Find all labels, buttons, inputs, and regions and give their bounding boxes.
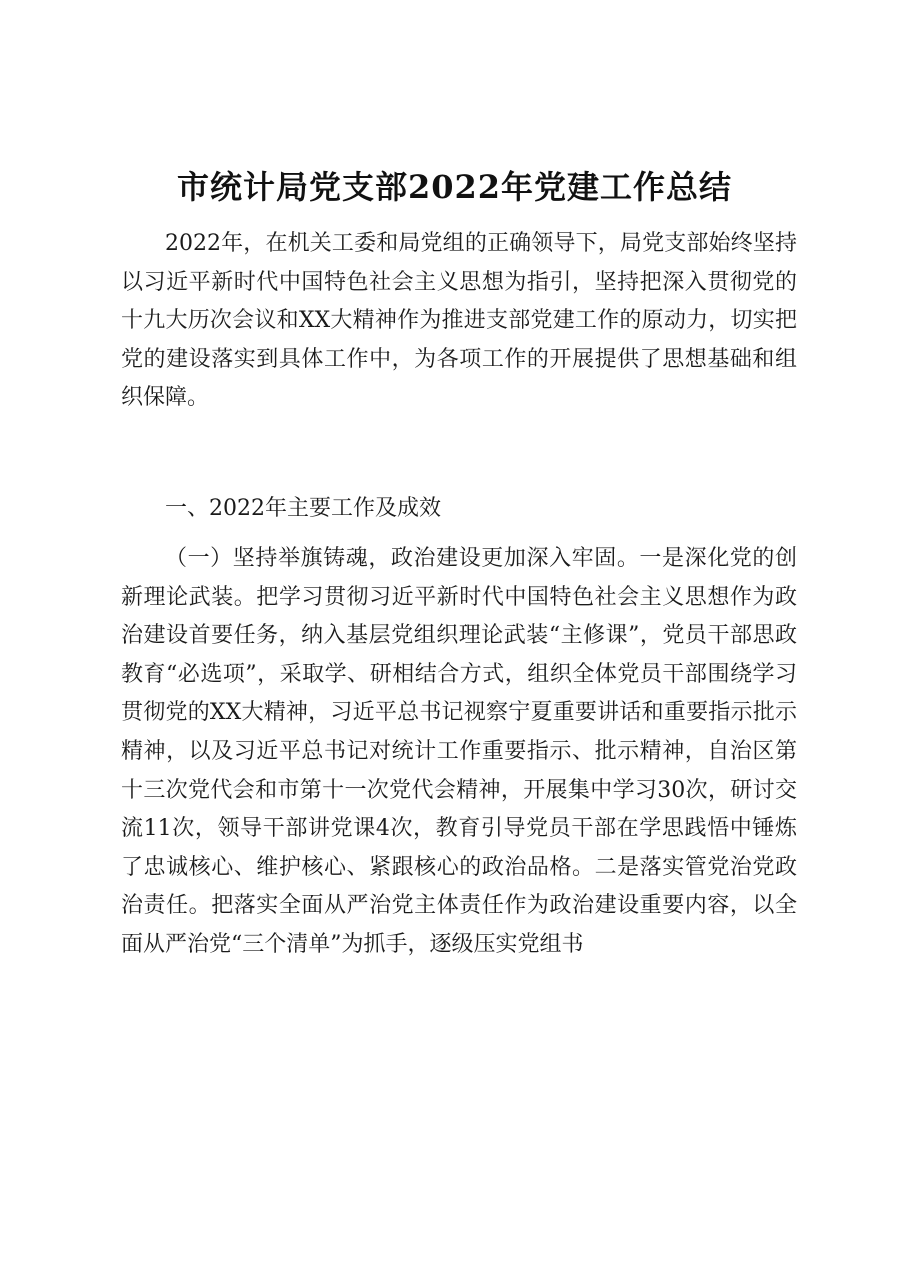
document-title: 市统计局党支部2022年党建工作总结 [176,168,733,206]
paragraph-political-building: （一）坚持举旗铸魂，政治建设更加深入牢固。一是深化党的创新理论武装。把学习贯彻习近平新时代中国特色社会主义思想作为政治建设首要任务，纳入基层党组织理论武装“主修课”，党员干部思政教育“必选项”，采取学、研相结合方式，组织全体党员干部围绕学习贯彻党的XX大精神，习近平总书记视察宁夏重要讲话和重要指示批示精神，以及习近平总书记对统计工作重要指示、批示精神，自治区第十三次党代会和市第十一次党代会精神，开展集中学习30次，研讨交流11次，领导干部讲党课4次，教育引导党员干部在学思践悟中锤炼了忠诚核心、维护核心、紧跟核心的政治品格。二是落实管党治党政治责任。把落实全面从严治党主体责任作为政治建设重要内容，以全面从严治党“三个清单”为抓手，逐级压实党组书 [121,546,797,957]
section-heading: 一、2022年主要工作及成效 [165,496,441,521]
paragraph-intro: 2022年，在机关工委和局党组的正确领导下，局党支部始终坚持以习近平新时代中国特色社会主义思想为指引，坚持把深入贯彻党的十九大历次会议和XX大精神作为推进支部党建工作的原动力，切实把党的建设落实到具体工作中，为各项工作的开展提供了思想基础和组织保障。 [121,231,797,411]
